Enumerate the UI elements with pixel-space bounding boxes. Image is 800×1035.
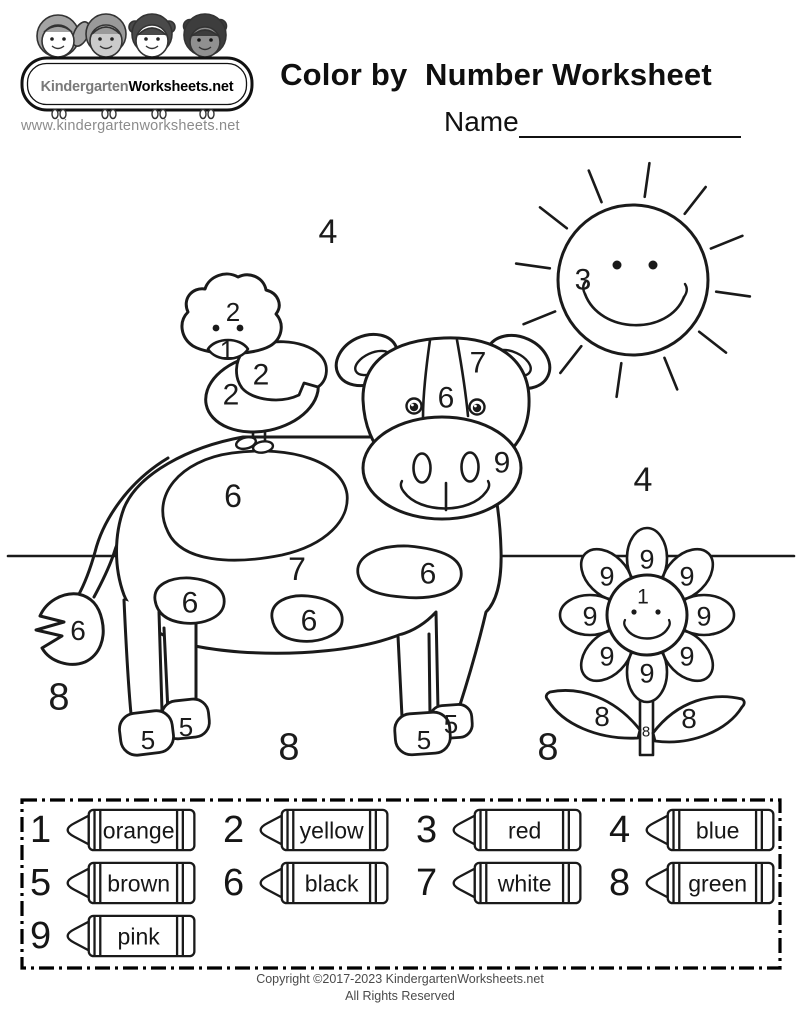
scene-number-sun: 3	[574, 263, 592, 297]
copyright-line: Copyright ©2017-2023 KindergartenWorksheets.net	[256, 972, 544, 986]
name-line	[444, 106, 741, 138]
crayon-color-label: blue	[695, 817, 740, 844]
scene-number-petal-bottom-right: 9	[679, 641, 695, 672]
logo-kid-boy-4	[184, 14, 227, 57]
scene-number-petal-bottom: 9	[639, 658, 655, 689]
key-item-8-green	[587, 859, 780, 907]
key-number: 4	[609, 809, 631, 851]
key-number: 5	[30, 862, 52, 904]
scene-number-bird-head: 2	[225, 297, 241, 328]
scene-number-tail: 6	[70, 614, 86, 646]
crayon-icon	[254, 859, 394, 907]
scene-number-petal-left: 9	[582, 601, 598, 632]
page-title: Color by Number Worksheet	[280, 56, 712, 92]
crayon-icon	[447, 859, 587, 907]
scene-number-petal-top-right: 9	[679, 561, 695, 592]
crayon-color-label: pink	[117, 923, 160, 950]
logo-kid-girl-3	[129, 14, 175, 57]
logo-kid-girl-1	[37, 15, 93, 57]
scene-number-bird-wing: 2	[252, 358, 270, 392]
key-number: 3	[416, 809, 438, 851]
crayon-color-label: black	[304, 870, 359, 897]
scene-number-belly-spot-left: 6	[181, 586, 199, 620]
scene-number-cow-side: 7	[288, 551, 306, 588]
key-item-1-orange	[24, 806, 201, 854]
scene-number-ground-center: 8	[278, 726, 300, 769]
crayon-color-label: green	[688, 870, 748, 897]
scene-number-shoulder-spot: 6	[224, 478, 242, 515]
crayon-icon	[61, 806, 201, 854]
color-key	[24, 804, 776, 962]
scene-number-field: 4	[633, 460, 653, 499]
logo-kid-boy-2	[86, 14, 126, 57]
scene-number-petal-right: 9	[696, 601, 712, 632]
scene-number-flower-center: 1	[637, 585, 649, 609]
key-item-9-pink	[24, 912, 201, 960]
key-item-4-blue	[587, 806, 780, 854]
key-item-3-red	[394, 806, 587, 854]
rights-line: All Rights Reserved	[345, 988, 455, 1003]
scene-number-cow-ear: 7	[469, 346, 487, 380]
scene-number-sky: 4	[318, 212, 338, 251]
scene-number-petal-top: 9	[639, 544, 655, 575]
name-blank-line[interactable]	[519, 106, 741, 138]
copyright-footer	[0, 971, 800, 1005]
key-item-6-black	[201, 859, 394, 907]
key-item-5-brown	[24, 859, 201, 907]
crayon-icon	[61, 912, 201, 960]
scene-number-belly-spot-right: 6	[300, 604, 318, 638]
scene-number-back-hoof-right: 5	[178, 712, 194, 743]
name-label: Name	[444, 106, 519, 137]
scene-number-leaf-left: 8	[594, 700, 610, 732]
crayon-icon	[640, 859, 780, 907]
scene-number-back-hoof-left: 5	[140, 725, 156, 756]
scene-number-stem: 8	[641, 723, 651, 741]
crayon-color-label: white	[497, 870, 552, 897]
scene-number-bird-body: 2	[222, 378, 240, 412]
scene-number-ground-left: 8	[48, 676, 70, 719]
crayon-icon	[61, 859, 201, 907]
crayon-color-label: red	[508, 817, 542, 844]
scene-number-front-hoof-right: 5	[443, 709, 459, 740]
crayon-color-label: yellow	[299, 817, 364, 844]
scene-number-leaf-right: 8	[681, 702, 697, 734]
crayon-icon	[254, 806, 394, 854]
scene-number-front-hoof-left: 5	[416, 725, 432, 756]
key-number: 6	[223, 862, 245, 904]
scene-number-petal-top-left: 9	[599, 561, 615, 592]
scene-number-petal-bottom-left: 9	[599, 641, 615, 672]
key-number: 9	[30, 915, 52, 957]
crayon-color-label: orange	[102, 817, 175, 844]
key-item-2-yellow	[201, 806, 394, 854]
scene-number-side-spot: 6	[419, 557, 437, 591]
crayon-color-label: brown	[107, 870, 171, 897]
logo-banner-text: KindergartenWorksheets.net	[40, 79, 234, 95]
scene-number-cow-forehead: 6	[437, 381, 455, 415]
kindergarten-worksheets-logo	[18, 12, 263, 124]
key-number: 2	[223, 809, 245, 851]
scene-number-bird-beak: 1	[219, 335, 235, 366]
key-number: 8	[609, 862, 631, 904]
key-number: 7	[416, 862, 438, 904]
scene-number-ground-right: 8	[537, 726, 559, 769]
key-item-7-white	[394, 859, 587, 907]
logo-banner	[22, 58, 252, 110]
crayon-icon	[447, 806, 587, 854]
scene-number-cow-muzzle: 9	[493, 446, 511, 480]
site-url: www.kindergartenworksheets.net	[21, 118, 240, 134]
crayon-icon	[640, 806, 780, 854]
key-number: 1	[30, 809, 52, 851]
